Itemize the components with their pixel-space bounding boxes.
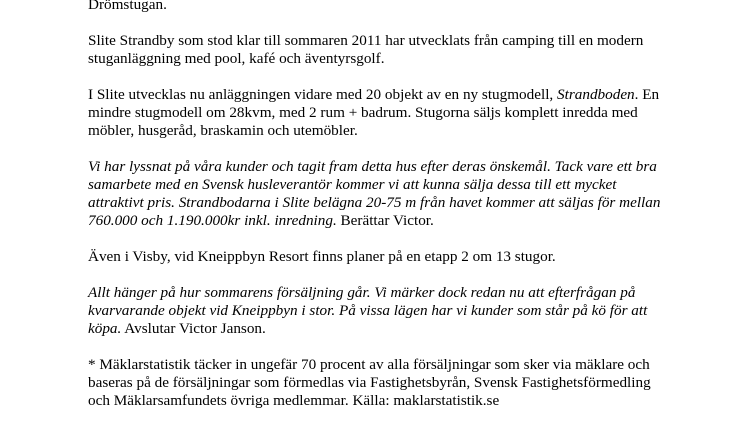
paragraph-quote-victor	[88, 158, 728, 230]
quote-line: samarbete med en Svensk husleverantör kommer vi att kunna sälja dessa till ett mycket	[88, 176, 617, 193]
text-line: möbler, husgeråd, braskamin och utemöbler.	[88, 122, 358, 139]
text-line: stuganläggning med pool, kafé och äventyrsgolf.	[88, 50, 385, 67]
quote-line: attraktivt pris. Strandbodarna i Slite belägna 20-75 m från havet kommer att säljas för mellan	[88, 194, 661, 211]
paragraph-visby	[88, 248, 728, 266]
text-line: Drömstugan.	[88, 0, 167, 13]
quote-line: Allt hänger på hur sommarens försäljning går. Vi märker dock redan nu att efterfrågan på	[88, 284, 636, 301]
quote-run: 760.000 och 1.190.000kr inkl. inredning.	[88, 212, 337, 229]
footnote-line: * Mäklarstatistik täcker in ungefär 70 procent av alla försäljningar som sker via mäklare och	[88, 356, 650, 373]
quote-line: Vi har lyssnat på våra kunder och tagit fram detta hus efter deras önskemål. Tack vare ett bra	[88, 158, 657, 175]
paragraph-intro-tail	[88, 0, 728, 14]
quote-run: köpa.	[88, 320, 122, 337]
paragraph-quote-janson	[88, 284, 728, 338]
quote-line: kvarvarande objekt vid Kneippbyn i stor. På vissa lägen har vi kunder som står på kö för att	[88, 302, 648, 319]
text-line: mindre stugmodell om 28kvm, med 2 rum + badrum. Stugorna säljs komplett inredda med	[88, 104, 638, 121]
text-line: Även i Visby, vid Kneippbyn Resort finns planer på en etapp 2 om 13 stugor.	[88, 248, 556, 265]
attribution-run: Berättar Victor.	[336, 212, 434, 229]
paragraph-slite-strandby	[88, 32, 728, 68]
text-run: I Slite utvecklas nu anläggningen vidare med 20 objekt av en ny stugmodell,	[88, 86, 558, 103]
paragraph-footnote	[88, 356, 728, 410]
text-line	[88, 212, 728, 230]
text-run: . En	[634, 86, 660, 103]
document-page	[88, 0, 728, 428]
footnote-line: och Mäklarsamfundets övriga medlemmar. Källa: maklarstatistik.se	[88, 392, 500, 409]
text-line	[88, 86, 728, 104]
footnote-line: baseras på de försäljningar som förmedlas via Fastighetsbyrån, Svensk Fastighetsförmedling	[88, 374, 651, 391]
model-name-italic: Strandboden	[557, 86, 635, 103]
paragraph-strandboden	[88, 86, 728, 140]
attribution-run: Avslutar Victor Janson.	[121, 320, 266, 337]
text-line	[88, 320, 728, 338]
text-line: Slite Strandby som stod klar till sommaren 2011 har utvecklats från camping till en modern	[88, 32, 644, 49]
